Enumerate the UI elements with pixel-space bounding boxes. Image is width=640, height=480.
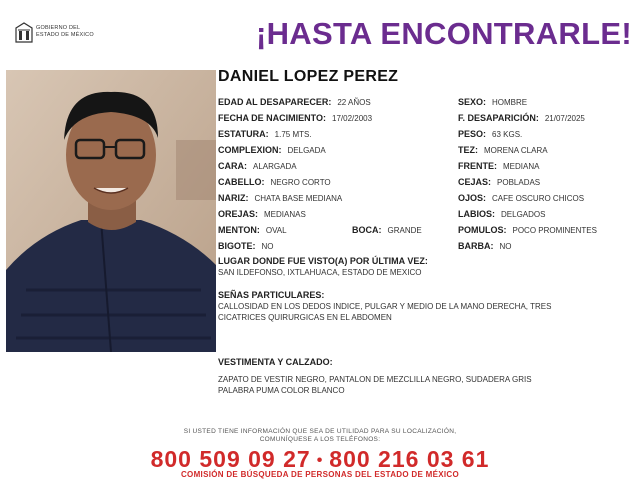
logo-line-2: ESTADO DE MÉXICO: [36, 32, 94, 38]
footer-info-line-1: SI USTED TIENE INFORMACIÓN QUE SEA DE UTILIDAD PARA SU LOCALIZACIÓN,: [183, 428, 457, 435]
comision-name: COMISIÓN DE BÚSQUEDA DE PERSONAS DEL ESTADO DE MÉXICO: [180, 470, 459, 479]
phone-number-2: 800 216 03 61: [329, 446, 490, 472]
vestimenta-label: VESTIMENTA Y CALZADO:: [218, 357, 333, 367]
field-fecha-nacimiento: FECHA DE NACIMIENTO: 17/02/2003: [218, 113, 373, 123]
field-cara: CARA: ALARGADA: [218, 161, 297, 171]
vestimenta-line-1: ZAPATO DE VESTIR NEGRO, PANTALON DE MEZCLILLA NEGRO, SUDADERA GRIS: [218, 375, 532, 384]
field-complexion: COMPLEXION: DELGADA: [218, 145, 326, 155]
field-sexo: SEXO: HOMBRE: [458, 97, 528, 107]
last-seen-label: LUGAR DONDE FUE VISTO(A) POR ÚLTIMA VEZ:: [218, 256, 428, 266]
field-orejas: OREJAS: MEDIANAS: [218, 209, 306, 219]
vestimenta-line-2: PALABRA PUMA COLOR BLANCO: [218, 386, 345, 395]
field-fecha-desaparicion: F. DESAPARICIÓN: 21/07/2025: [458, 113, 585, 123]
senas-label: SEÑAS PARTICULARES:: [218, 290, 325, 300]
phone-number-1: 800 509 09 27: [150, 446, 311, 472]
phone-numbers: [0, 446, 640, 473]
last-seen-value: SAN ILDEFONSO, IXTLAHUACA, ESTADO DE MEXICO: [218, 268, 422, 277]
headline: ¡HASTA ENCONTRARLE!: [256, 16, 632, 51]
field-estatura: ESTATURA: 1.75 MTS.: [218, 129, 312, 139]
logo-line-1: GOBIERNO DEL: [36, 25, 81, 31]
field-barba: BARBA: NO: [458, 241, 512, 251]
senas-line-2: CICATRICES QUIRURGICAS EN EL ABDOMEN: [218, 313, 392, 322]
field-tez: TEZ: MORENA CLARA: [458, 145, 548, 155]
phone-separator: •: [316, 451, 324, 469]
field-edad: EDAD AL DESAPARECER: 22 AÑOS: [218, 97, 371, 107]
field-pomulos: POMULOS: POCO PROMINENTES: [458, 225, 597, 235]
person-photo-icon: [6, 70, 216, 352]
senas-line-1: CALLOSIDAD EN LOS DEDOS INDICE, PULGAR Y MEDIO DE LA MANO DERECHA, TRES: [218, 302, 552, 311]
field-bigote: BIGOTE: NO: [218, 241, 274, 251]
field-boca: BOCA: GRANDE: [352, 225, 422, 235]
person-name: DANIEL LOPEZ PEREZ: [218, 68, 399, 85]
field-cabello: CABELLO: NEGRO CORTO: [218, 177, 331, 187]
field-labios: LABIOS: DELGADOS: [458, 209, 546, 219]
coat-of-arms-icon: [14, 22, 34, 44]
field-cejas: CEJAS: POBLADAS: [458, 177, 541, 187]
field-nariz: NARIZ: CHATA BASE MEDIANA: [218, 193, 343, 203]
government-logo: [14, 20, 114, 48]
field-frente: FRENTE: MEDIANA: [458, 161, 540, 171]
field-menton: MENTON: OVAL: [218, 225, 287, 235]
footer-info-line-2: COMUNÍQUESE A LOS TELÉFONOS:: [259, 436, 381, 443]
field-ojos: OJOS: CAFE OSCURO CHICOS: [458, 193, 585, 203]
portrait-photo: [6, 70, 216, 352]
field-peso: PESO: 63 KGS.: [458, 129, 523, 139]
